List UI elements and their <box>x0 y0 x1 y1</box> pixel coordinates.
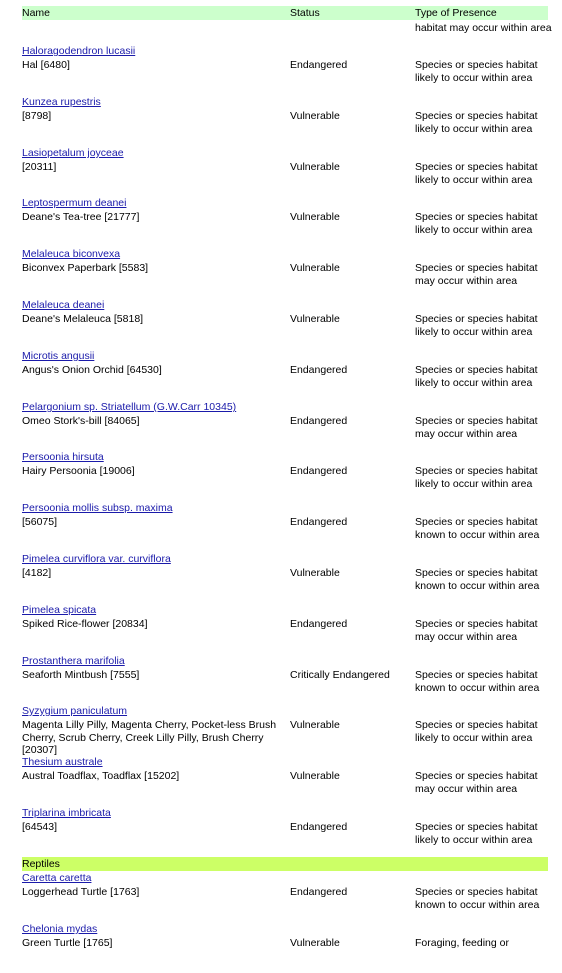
species-row <box>0 350 562 400</box>
species-common-name: [8798] <box>22 110 52 122</box>
species-presence: Foraging, feeding or <box>415 937 509 949</box>
species-name-link[interactable]: Chelonia mydas <box>22 923 98 935</box>
species-presence: Species or species habitat likely to occur within area <box>415 313 538 338</box>
species-row <box>0 756 562 806</box>
species-common-name: Green Turtle [1765] <box>22 937 113 949</box>
species-common-name: Deane's Melaleuca [5818] <box>22 313 144 325</box>
species-status: Vulnerable <box>290 937 340 949</box>
species-name-link[interactable]: Microtis angusii <box>22 350 95 362</box>
species-row <box>0 45 562 95</box>
species-status: Endangered <box>290 618 348 630</box>
species-presence: Species or species habitat likely to occur within area <box>415 465 538 490</box>
species-presence: Species or species habitat may occur within area <box>415 618 538 643</box>
species-status: Endangered <box>290 886 348 898</box>
species-name-link[interactable]: Triplarina imbricata <box>22 807 111 819</box>
species-common-name: Biconvex Paperbark [5583] <box>22 262 149 274</box>
species-name-link[interactable]: Melaleuca deanei <box>22 299 105 311</box>
species-common-name: Spiked Rice-flower [20834] <box>22 618 148 630</box>
species-row <box>0 872 562 922</box>
species-presence: Species or species habitat known to occur within area <box>415 886 540 911</box>
species-status: Endangered <box>290 465 348 477</box>
species-presence: Species or species habitat likely to occur within area <box>415 110 538 135</box>
species-status: Endangered <box>290 821 348 833</box>
species-status: Endangered <box>290 415 348 427</box>
species-row <box>0 451 562 501</box>
species-row <box>0 502 562 552</box>
species-status: Vulnerable <box>290 211 340 223</box>
species-status: Vulnerable <box>290 719 340 731</box>
species-name-link[interactable]: Pimelea curviflora var. curviflora <box>22 553 171 565</box>
table-header <box>22 6 548 20</box>
species-row <box>0 401 562 451</box>
species-common-name: [56075] <box>22 516 58 528</box>
species-row <box>0 299 562 349</box>
species-row <box>0 248 562 298</box>
species-status: Endangered <box>290 364 348 376</box>
species-row <box>0 197 562 247</box>
species-name-link[interactable]: Caretta caretta <box>22 872 92 884</box>
species-presence: Species or species habitat likely to occur within area <box>415 59 538 84</box>
species-name-link[interactable]: Pimelea spicata <box>22 604 97 616</box>
species-name-link[interactable]: Kunzea rupestris <box>22 96 101 108</box>
species-status: Vulnerable <box>290 110 340 122</box>
section-heading-label: Reptiles <box>22 858 60 870</box>
species-presence: Species or species habitat likely to occur within area <box>415 364 538 389</box>
species-common-name: Hal [6480] <box>22 59 70 71</box>
species-status: Vulnerable <box>290 770 340 782</box>
species-row <box>0 96 562 146</box>
species-name-link[interactable]: Persoonia mollis subsp. maxima <box>22 502 173 514</box>
species-row <box>0 604 562 654</box>
header-presence: Type of Presence <box>415 7 497 19</box>
section-heading-reptiles <box>22 857 548 871</box>
species-presence: Species or species habitat likely to occur within area <box>415 161 538 186</box>
species-common-name: Seaforth Mintbush [7555] <box>22 669 140 681</box>
species-status: Vulnerable <box>290 161 340 173</box>
species-presence: Species or species habitat likely to occur within area <box>415 821 538 846</box>
species-presence: Species or species habitat may occur within area <box>415 770 538 795</box>
species-name-link[interactable]: Pelargonium sp. Striatellum (G.W.Carr 10345) <box>22 401 237 413</box>
species-row <box>0 655 562 705</box>
species-status: Vulnerable <box>290 567 340 579</box>
header-status: Status <box>290 7 320 19</box>
species-name-link[interactable]: Melaleuca biconvexa <box>22 248 121 260</box>
species-common-name: Omeo Stork's-bill [84065] <box>22 415 140 427</box>
species-common-name: [20311] <box>22 161 57 173</box>
species-row <box>0 923 562 973</box>
species-name-link[interactable]: Lasiopetalum joyceae <box>22 147 124 159</box>
species-common-name: [4182] <box>22 567 52 579</box>
species-row <box>0 807 562 857</box>
species-common-name: Angus's Onion Orchid [64530] <box>22 364 162 376</box>
species-presence: Species or species habitat may occur within area <box>415 262 538 287</box>
species-row <box>0 553 562 603</box>
header-name: Name <box>22 7 51 19</box>
species-status: Vulnerable <box>290 313 340 325</box>
species-common-name: Loggerhead Turtle [1763] <box>22 886 140 898</box>
species-presence: Species or species habitat known to occur within area <box>415 669 540 694</box>
species-name-link[interactable]: Thesium australe <box>22 756 103 768</box>
species-name-link[interactable]: Syzygium paniculatum <box>22 705 128 717</box>
species-row <box>0 147 562 197</box>
species-name-link[interactable]: Persoonia hirsuta <box>22 451 104 463</box>
species-status: Critically Endangered <box>290 669 390 681</box>
species-name-link[interactable]: Haloragodendron lucasii <box>22 45 136 57</box>
species-status: Endangered <box>290 516 348 528</box>
species-presence: Species or species habitat known to occur within area <box>415 567 540 592</box>
species-name-link[interactable]: Leptospermum deanei <box>22 197 127 209</box>
species-common-name: Deane's Tea-tree [21777] <box>22 211 140 223</box>
species-presence: Species or species habitat likely to occur within area <box>415 211 538 236</box>
species-name-link[interactable]: Prostanthera marifolia <box>22 655 125 667</box>
species-common-name: [64543] <box>22 821 58 833</box>
species-common-name: Austral Toadflax, Toadflax [15202] <box>22 770 180 782</box>
species-row <box>0 705 562 755</box>
continued-presence: habitat may occur within area <box>415 22 552 34</box>
species-status: Endangered <box>290 59 348 71</box>
species-presence: Species or species habitat may occur within area <box>415 415 538 440</box>
species-presence: Species or species habitat likely to occur within area <box>415 719 538 744</box>
species-common-name: Magenta Lilly Pilly, Magenta Cherry, Pocket-less Brush Cherry, Scrub Cherry, Creek Lilly Pilly, Brush Cherry [20307] <box>22 719 277 756</box>
species-presence: Species or species habitat known to occur within area <box>415 516 540 541</box>
species-status: Vulnerable <box>290 262 340 274</box>
species-common-name: Hairy Persoonia [19006] <box>22 465 135 477</box>
